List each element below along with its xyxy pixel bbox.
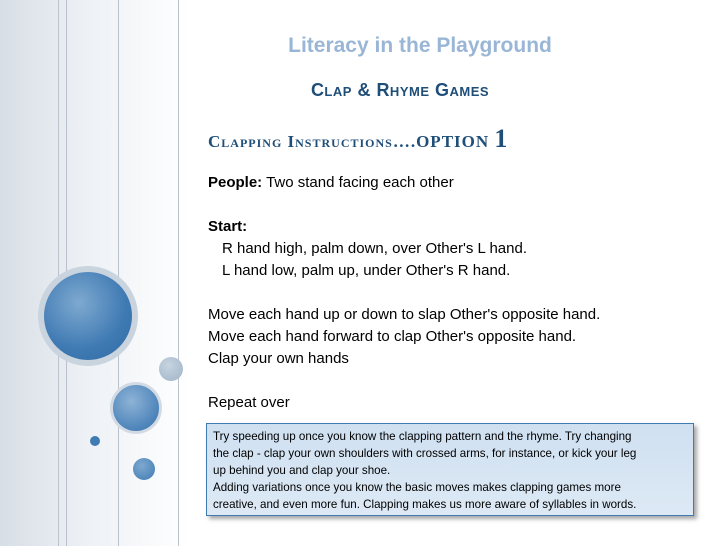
decorative-line <box>178 0 179 546</box>
start-step: L hand low, palm up, under Other's R hand. <box>222 262 511 279</box>
tip-box <box>206 423 694 516</box>
start-label-line <box>208 216 708 238</box>
slide-subtitle: Clap & Rhyme Games <box>310 80 490 100</box>
heading-text: Clapping Instructions….OPTION <box>208 132 490 151</box>
people-label: People: <box>208 174 263 191</box>
tip-line: creative, and even more fun. Clapping makes us more aware of syllables in words. <box>213 498 637 511</box>
start-label: Start: <box>208 218 248 235</box>
decorative-circle-small <box>133 458 155 480</box>
move-step: Move each hand forward to clap Other's opposite hand. <box>208 328 577 345</box>
move-step: Clap your own hands <box>208 350 349 367</box>
people-line <box>208 172 708 194</box>
people-text: Two stand facing each other <box>262 174 454 191</box>
move-step: Move each hand up or down to slap Other's opposite hand. <box>208 306 601 323</box>
decorative-circle-large <box>38 266 138 366</box>
start-step: R hand high, palm down, over Other's L hand. <box>222 240 527 257</box>
repeat-line: Repeat over <box>208 394 290 411</box>
decorative-line <box>58 0 59 546</box>
tip-line: up behind you and clap your shoe. <box>213 464 391 477</box>
tip-line: the clap - clap your own shoulders with crossed arms, for instance, or kick your leg <box>213 447 637 460</box>
decorative-circle-small <box>159 357 183 381</box>
decorative-dot <box>90 436 100 446</box>
heading-option-number: 1 <box>494 124 508 153</box>
section-heading <box>208 124 507 154</box>
slide-title: Literacy in the Playground <box>288 34 552 57</box>
tip-line: Try speeding up once you know the clapping pattern and the rhyme. Try changing <box>213 430 632 443</box>
tip-line: Adding variations once you know the basic moves makes clapping games more <box>213 481 621 494</box>
decorative-line <box>118 0 119 546</box>
instructions-body <box>208 172 708 414</box>
decorative-circle-medium <box>110 382 162 434</box>
